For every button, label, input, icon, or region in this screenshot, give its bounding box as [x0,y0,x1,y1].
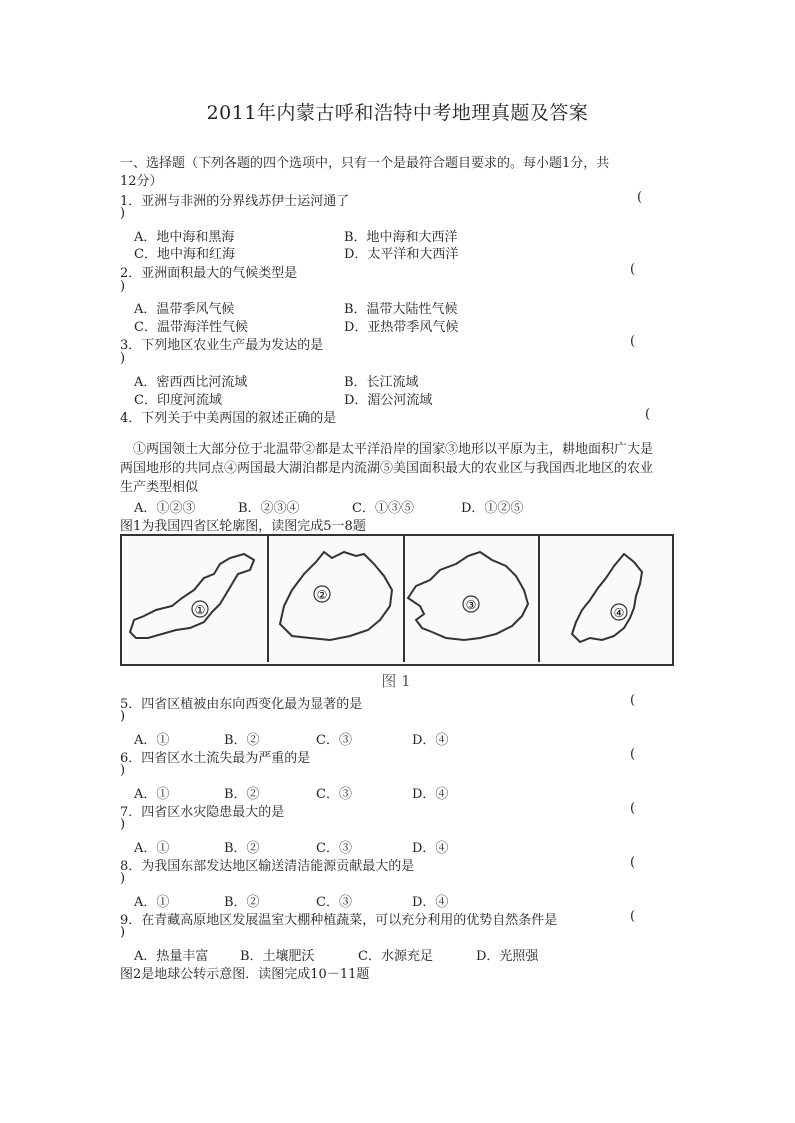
answer-paren-close: ) [120,279,126,294]
question-6-stem: 6．四省区水土流失最为严重的是 [120,751,311,766]
province-label-1: ① [194,603,206,617]
answer-paren-open: ( [630,693,636,708]
answer-paren-open: ( [637,190,643,205]
question-6-option-d: D．④ [412,787,449,802]
question-5-option-c: C．③ [316,733,352,748]
answer-paren-open: ( [630,334,636,349]
answer-paren-open: ( [630,909,636,924]
figure-1 [120,534,672,690]
question-4-option-c: C．①③⑤ [352,501,414,516]
answer-paren-close: ) [120,206,126,221]
question-5-stem: 5．四省区植被由东向西变化最为显著的是 [120,697,363,712]
province-outlines [120,534,672,666]
question-2-option-b: B．温带大陆性气候 [344,302,458,317]
question-4-stem: 4．下列关于中美两国的叙述正确的是 [120,411,337,426]
question-3-stem: 3．下列地区农业生产最为发达的是 [120,338,324,353]
question-6-option-a: A．① [134,787,170,802]
question-3-option-a: A．密西西比河流域 [134,375,248,390]
question-8-stem: 8．为我国东部发达地区输送清洁能源贡献最大的是 [120,859,415,874]
question-8-option-b: B．② [224,895,260,910]
province-label-2: ② [316,588,328,602]
page-title: 2011年内蒙古呼和浩特中考地理真题及答案 [206,102,589,124]
answer-paren-close: ) [120,763,126,778]
question-4-option-b: B．②③④ [238,501,300,516]
question-1-option-d: D．太平洋和大西洋 [344,247,459,262]
question-5-option-b: B．② [224,733,260,748]
question-2-option-d: D．亚热带季风气候 [344,320,459,335]
question-5-option-d: D．④ [412,733,449,748]
question-4-option-d: D．①②⑤ [461,501,524,516]
figure-1-caption: 图 1 [381,672,411,690]
answer-paren-close: ) [120,351,126,366]
question-3-option-b: B．长江流域 [344,375,419,390]
question-7-option-d: D．④ [412,841,449,856]
province-label-4: ④ [613,606,625,620]
section-heading: 一、选择题（下列各题的四个选项中，只有一个是最符合题目要求的。每小题1分，共 [120,156,610,171]
answer-paren-open: ( [630,262,636,277]
question-4-statements: ①两国领土大部分位于北温带②都是太平洋沿岸的国家③地形以平原为主，耕地面积广大是两国地形的共同点④两国最大湖泊都是内流湖⑤美国面积最大的农业区与我国西北地区的农业生产类型相似 [120,442,654,495]
answer-paren-close: ) [120,817,126,832]
answer-paren-open: ( [630,801,636,816]
question-2-option-a: A．温带季风气候 [134,302,235,317]
question-6-option-c: C．③ [316,787,352,802]
question-3-option-c: C．印度河流域 [134,393,222,408]
province-label-3: ③ [465,598,477,612]
question-3-option-d: D．湄公河流域 [344,393,433,408]
question-2-stem: 2．亚洲面积最大的气候类型是 [120,266,298,281]
figure-1-intro: 图1为我国四省区轮廓图，读图完成5一8题 [120,519,366,534]
question-9-option-b: B．土壤肥沃 [240,949,315,964]
question-8-option-d: D．④ [412,895,449,910]
question-9-stem: 9．在青藏高原地区发展温室大棚种植蔬菜，可以充分利用的优势自然条件是 [120,913,558,928]
question-5-option-a: A．① [134,733,170,748]
answer-paren-close: ) [120,871,126,886]
section-heading-cont: 12分） [120,174,163,189]
question-8-option-c: C．③ [316,895,352,910]
question-9-option-d: D．光照强 [476,949,539,964]
province-1-outline [130,554,254,638]
question-8-option-a: A．① [134,895,170,910]
answer-paren-close: ) [120,709,126,724]
figure-2-intro: 图2是地球公转示意图．读图完成10－11题 [120,967,370,982]
question-7-option-b: B．② [224,841,260,856]
answer-paren-open: ( [645,407,651,422]
question-1-option-a: A．地中海和黑海 [134,230,235,245]
question-7-option-c: C．③ [316,841,352,856]
province-2-outline [280,552,392,640]
question-4-option-a: A．①②③ [134,501,196,516]
answer-paren-close: ) [120,925,126,940]
question-1-stem: 1．亚洲与非洲的分界线苏伊士运河通了 [120,194,350,209]
question-6-option-b: B．② [224,787,260,802]
question-9-option-c: C．水源充足 [358,949,433,964]
question-2-option-c: C．温带海洋性气候 [134,320,248,335]
province-4-outline [572,554,642,642]
question-7-option-a: A．① [134,841,170,856]
answer-paren-open: ( [630,747,636,762]
question-7-stem: 7．四省区水灾隐患最大的是 [120,805,285,820]
question-1-option-c: C．地中海和红海 [134,247,235,262]
answer-paren-open: ( [630,855,636,870]
question-1-option-b: B．地中海和大西洋 [344,230,458,245]
question-9-option-a: A．热量丰富 [134,949,209,964]
